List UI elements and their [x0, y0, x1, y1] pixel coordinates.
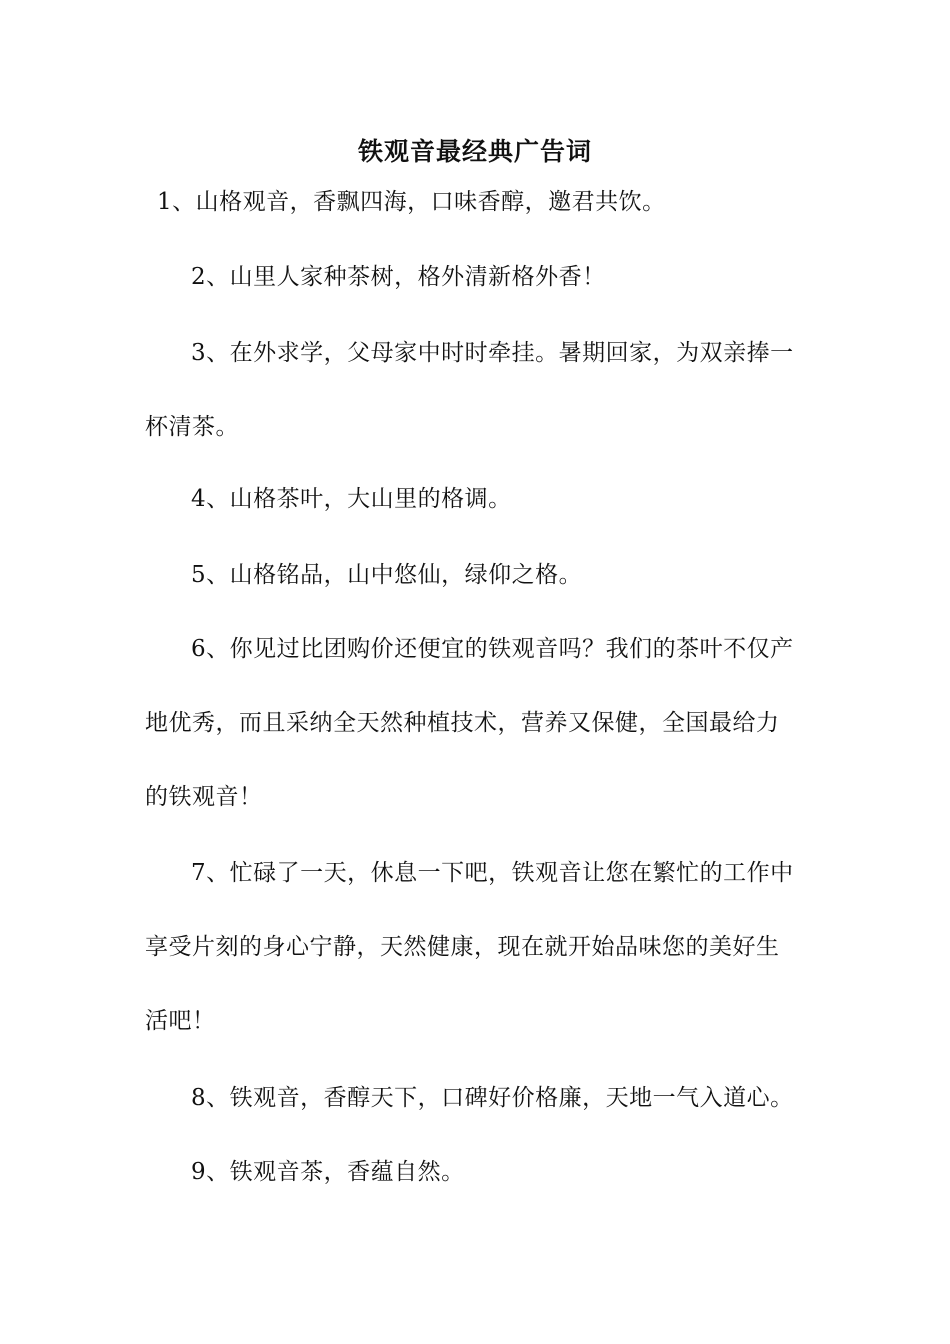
slogan-line: 1、山格观音，香飘四海，口味香醇，邀君共饮。: [157, 189, 666, 215]
slogan-item-7: [145, 836, 810, 1058]
slogan-line: 8、铁观音，香醇天下，口碑好价格廉，天地一气入道心。: [191, 1085, 794, 1111]
slogan-line: 7、忙碌了一天，休息一下吧，铁观音让您在繁忙的工作中: [191, 860, 794, 886]
slogan-line: 6、你见过比团购价还便宜的铁观音吗？我们的茶叶不仅产: [191, 636, 794, 662]
slogan-line: 9、铁观音茶，香蕴自然。: [191, 1159, 465, 1185]
slogan-line: 4、山格茶叶，大山里的格调。: [191, 486, 512, 512]
slogan-item-2: [145, 240, 810, 314]
slogan-line: 3、在外求学，父母家中时时牵挂。暑期回家，为双亲捧一: [191, 340, 794, 366]
slogan-line: 2、山里人家种茶树，格外清新格外香！: [191, 264, 606, 290]
slogan-item-3: [145, 316, 810, 464]
slogan-item-1: [145, 165, 810, 239]
slogan-line: 杯清茶。: [145, 414, 239, 440]
slogan-item-9: [145, 1135, 810, 1209]
slogan-line: 5、山格铭品，山中悠仙，绿仰之格。: [191, 562, 583, 588]
slogan-item-6: [145, 612, 810, 834]
slogan-item-5: [145, 538, 810, 612]
slogan-item-8: [145, 1061, 810, 1135]
slogan-item-4: [145, 462, 810, 536]
slogan-line: 活吧！: [145, 1008, 216, 1034]
slogan-line: 的铁观音！: [145, 784, 263, 810]
slogan-line: 地优秀，而且采纳全天然种植技术，营养又保健，全国最给力: [145, 710, 780, 736]
document-title: 铁观音最经典广告词: [357, 137, 592, 166]
slogan-line: 享受片刻的身心宁静，天然健康，现在就开始品味您的美好生: [145, 934, 780, 960]
